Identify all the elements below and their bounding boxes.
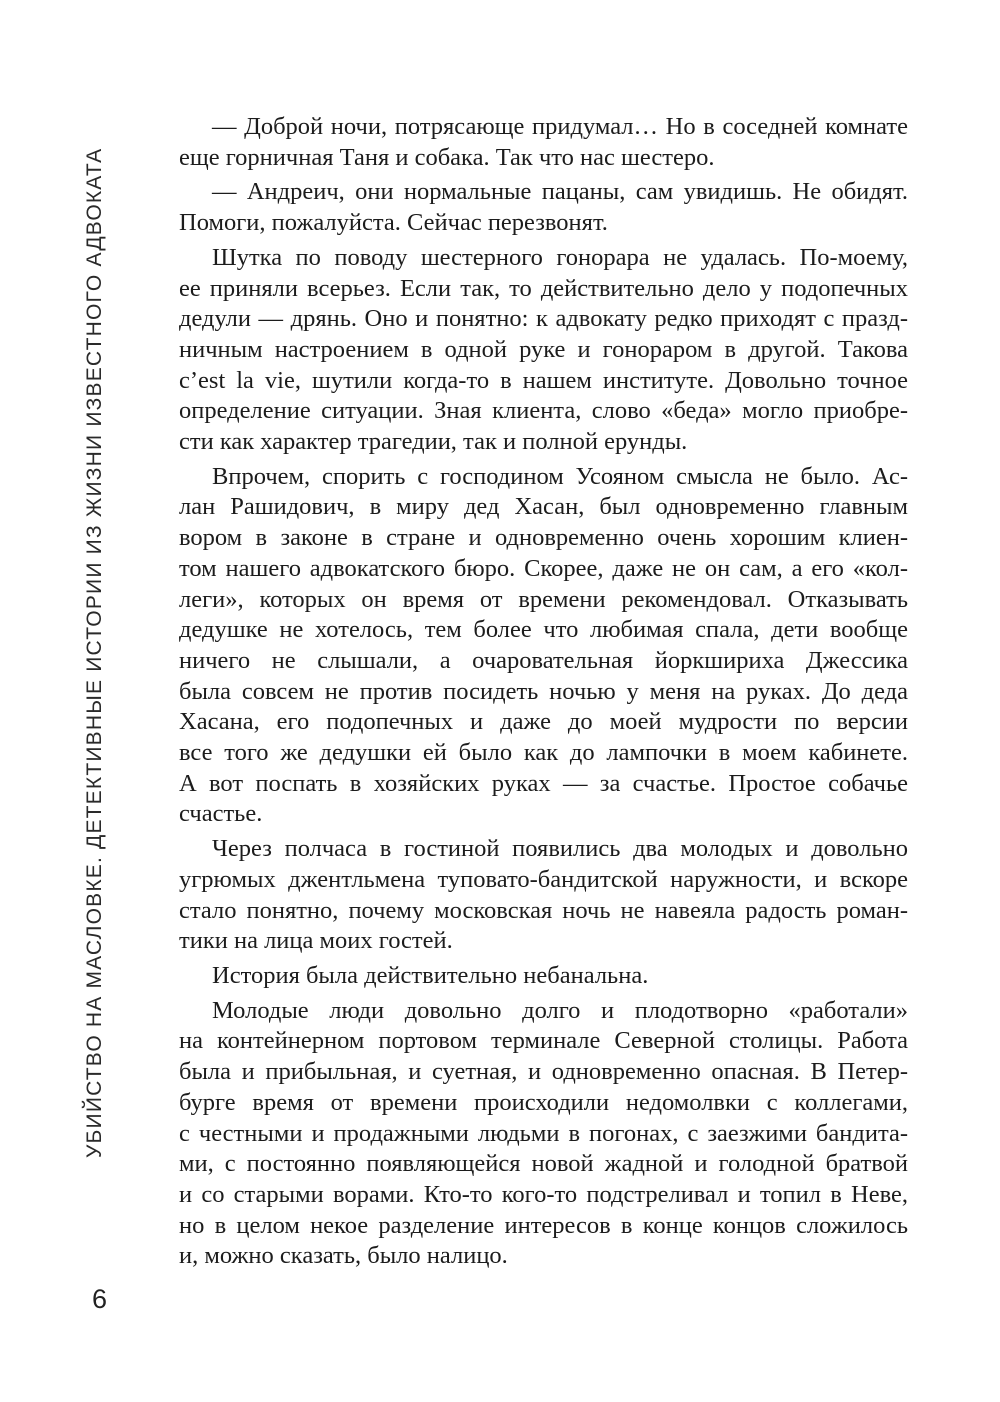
text-line: — Доброй ночи, потрясающе придумал… Но в соседней комнате: [212, 113, 908, 140]
text-line: стало понятно, почему московская ночь не навеяла радость роман-: [179, 896, 908, 924]
text-line: Молодые люди довольно долго и плодотворно «работали»: [212, 996, 908, 1024]
running-head: УБИЙСТВО НА МАСЛОВКЕ. ДЕТЕКТИВНЫЕ ИСТОРИИ ИЗ ЖИЗНИ ИЗВЕСТНОГО АДВОКАТА: [83, 147, 106, 1158]
text-line: — Андреич, они нормальные пацаны, сам увидишь. Не обидят.: [212, 178, 908, 206]
text-line: Шутка по поводу шестерного гонорара не удалась. По-моему,: [212, 243, 908, 271]
text-line: и со старыми ворами. Кто-то кого-то подстреливал и топил в Неве,: [179, 1180, 908, 1208]
text-line: дедули — дрянь. Оно и понятно: к адвокату редко приходят с празд-: [179, 305, 908, 333]
text-line: История была действительно небанальна.: [212, 961, 649, 989]
text-line: счастье.: [179, 800, 263, 828]
paragraph: [179, 834, 908, 957]
paragraph: [179, 177, 908, 238]
text-line: ее приняли всерьез. Если так, то действительно дело у подопечных: [179, 274, 908, 302]
text-line: но в целом некое разделение интересов в конце концов сложилось: [179, 1211, 908, 1239]
text-line: и, можно сказать, было налицо.: [179, 1242, 508, 1270]
text-line: ничным настроением в одной руке и гонораром в другой. Такова: [179, 335, 908, 363]
text-line: Хасана, его подопечных и даже до моей мудрости по версии: [179, 708, 908, 736]
paragraph: [179, 961, 908, 992]
text-line: была и прибыльная, и суетная, и одновременно опасная. В Петер-: [179, 1058, 908, 1086]
text-line: леги», которых он время от времени рекомендовал. Отказывать: [179, 585, 908, 613]
text-line: определение ситуации. Зная клиента, слово «беда» могло приобре-: [179, 397, 908, 425]
text-line: вором в законе в стране и одновременно очень хорошим клиен-: [179, 524, 908, 552]
text-line: ничего не слышали, а очаровательная йоркшириха Джессика: [179, 646, 908, 674]
text-line: с честными и продажными людьми в погонах, с заезжими бандита-: [179, 1119, 908, 1147]
text-line: угрюмых джентльмена туповато-бандитской наружности, и вскоре: [179, 865, 908, 893]
text-line: была совсем не против посидеть ночью у меня на руках. До деда: [179, 677, 908, 705]
text-line: сти как характер трагедии, так и полной ерунды.: [179, 428, 688, 456]
paragraph: [179, 996, 908, 1272]
text-line: дедушке не хотелось, тем более что любимая спала, дети вообще: [179, 616, 908, 644]
text-line: лан Рашидович, в миру дед Хасан, был одновременно главным: [179, 493, 908, 521]
text-line: А вот поспать в хозяйских руках — за счастье. Простое собачье: [179, 769, 908, 797]
paragraph: [179, 112, 908, 173]
paragraph: [179, 243, 908, 458]
paragraph: [179, 462, 908, 830]
page-number: 6: [92, 1284, 108, 1314]
text-line: еще горничная Таня и собака. Так что нас шестеро.: [179, 143, 715, 171]
text-line: все того же дедушки ей было как до лампочки в моем кабинете.: [179, 739, 908, 767]
text-line: том нашего адвокатского бюро. Скорее, даже не он сам, а его «кол-: [179, 554, 908, 582]
text-line: Через полчаса в гостиной появились два молодых и довольно: [212, 835, 908, 863]
text-line: c’est la vie, шутили когда-то в нашем институте. Довольно точное: [179, 366, 908, 394]
text-line: Помоги, пожалуйста. Сейчас перезвонят.: [179, 209, 608, 237]
text-line: Впрочем, спорить с господином Усояном смысла не было. Ас-: [212, 462, 908, 490]
text-line: тики на лица моих гостей.: [179, 927, 453, 955]
text-line: на контейнерном портовом терминале Северной столицы. Работа: [179, 1027, 908, 1055]
text-line: ми, с постоянно появляющейся новой жадной и голодной братвой: [179, 1150, 908, 1178]
body-text: [179, 112, 908, 1276]
text-line: бурге время от времени происходили недомолвки с коллегами,: [179, 1088, 908, 1116]
